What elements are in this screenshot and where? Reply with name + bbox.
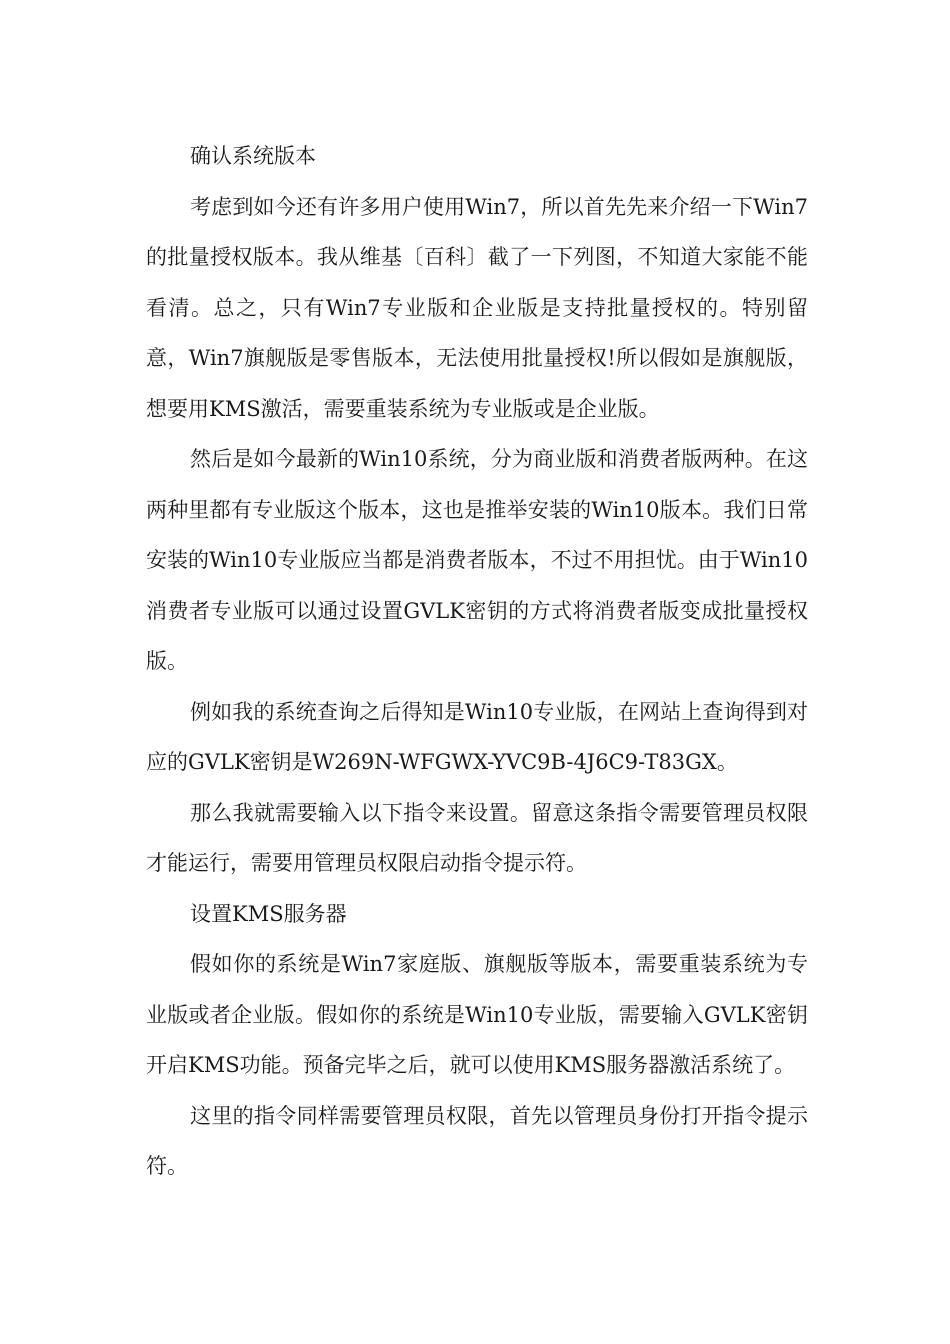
section-heading-set-kms: 设置KMS服务器 xyxy=(190,901,347,926)
paragraph-kms-prepare: 假如你的系统是Win7家庭版、旗舰版等版本，需要重装系统为专业版或者企业版。假如你的系统是Win10专业版，需要输入GVLK密钥开启KMS功能。预备完毕之后，就可以使用KMS服务器激活系统了。 xyxy=(146,952,808,1077)
paragraph-gvlk-example: 例如我的系统查询之后得知是Win10专业版，在网站上查询得到对应的GVLK密钥是W269N-WFGWX-YVC9B-4J6C9-T83GX。 xyxy=(146,699,808,774)
paragraph-win10-intro: 然后是如今最新的Win10系统，分为商业版和消费者版两种。在这两种里都有专业版这个版本，这也是推举安装的Win10版本。我们日常安装的Win10专业版应当都是消费者版本，不过不用担忧。由于Win10消费者专业版可以通过设置GVLK密钥的方式将消费者版变成批量授权版。 xyxy=(146,447,808,673)
document-body xyxy=(146,131,808,1192)
paragraph-admin-note: 那么我就需要输入以下指令来设置。留意这条指令需要管理员权限才能运行，需要用管理员权限启动指令提示符。 xyxy=(146,800,808,875)
paragraph-admin-cmd: 这里的指令同样需要管理员权限，首先以管理员身份打开指令提示符。 xyxy=(146,1103,808,1178)
paragraph-win7-intro: 考虑到如今还有许多用户使用Win7，所以首先先来介绍一下Win7的批量授权版本。我从维基〔百科〕截了一下列图，不知道大家能不能看清。总之，只有Win7专业版和企业版是支持批量授权的。特别留意，Win7旗舰版是零售版本，无法使用批量授权!所以假如是旗舰版，想要用KMS激活，需要重装系统为专业版或是企业版。 xyxy=(146,194,808,421)
section-heading-confirm-version: 确认系统版本 xyxy=(190,144,316,168)
